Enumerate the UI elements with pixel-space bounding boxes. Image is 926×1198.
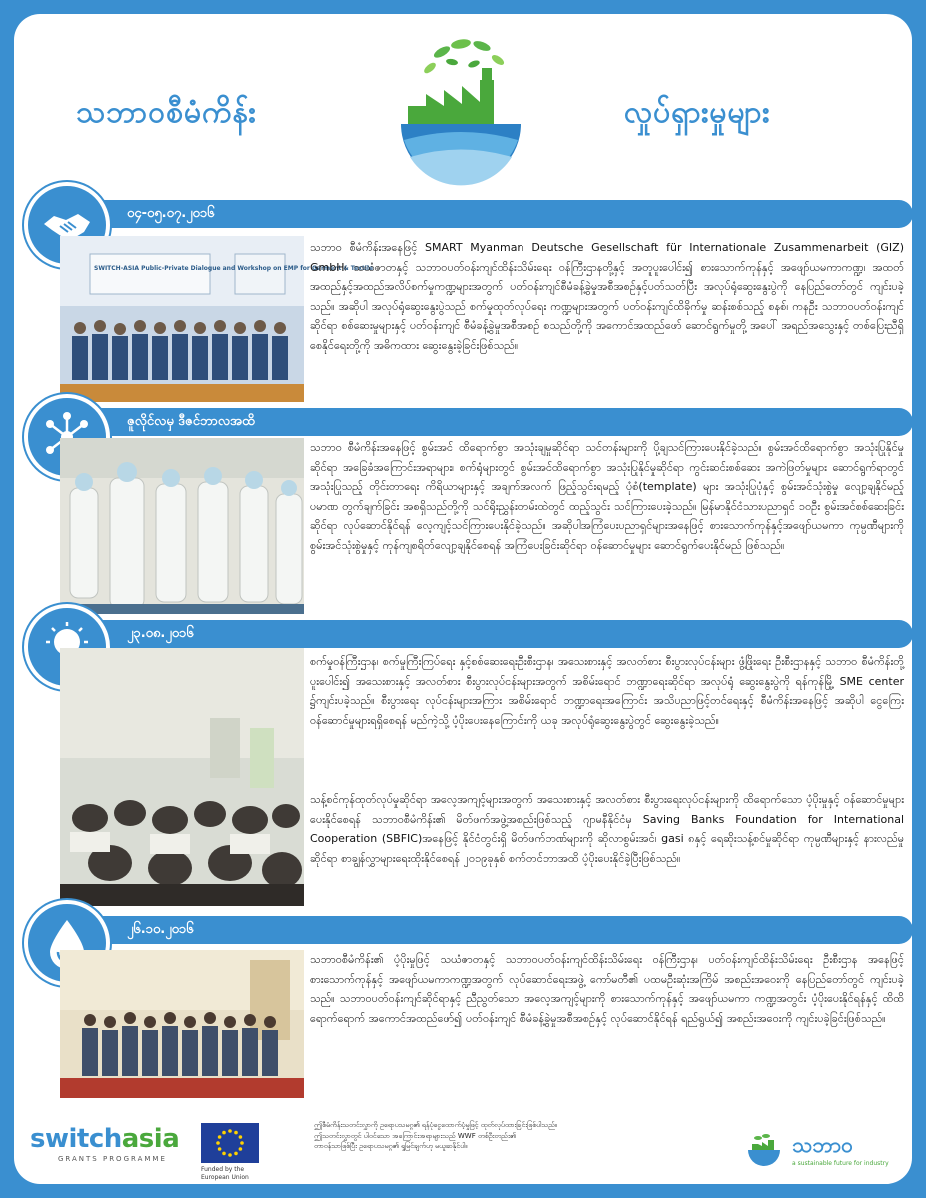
section-date: ၂၆.၁၀.၂၀၁၆ (127, 922, 194, 937)
section-text-2: သန့်စင်ကုန်ထုတ်လုပ်မှုဆိုင်ရာ အလေ့အကျင့်များအတွက် အသေးစားနှင့် အလတ်စား စီးပွားရေးလုပ်ငန်းများကို ထိရောက်သော ပံ့ပိုးမှုနှင့် ဝန်ဆောင်မှုများပေးနိုင်စေရန် သဘာဝစီမံကိန်း၏ မိတ်ဖက်အဖွဲ့အစည်းဖြစ်သည့် ဂျာမနီနိုင်ငံမှ Saving Banks Foundation for International Cooperation (SBFIC)အနေဖြင့် နိုင်ငံတွင်းရှိ မိတ်ဖက်ဘဏ်များကို ဆိုလာစွမ်းအင်၊ gasi ၈နှင့် ရေဆိုးသန့်စင်မှုဆိုင်ရာ ကုမ္ပဏီများနှင့် နားလည်မှုဆိုင်ရာ စာချွန်လွှာများရေးထိုးနိုင်စေရန် ၂၀၁၉ခုနှစ် စက်တင်ဘာအထိ ပံ့ပိုးပေးနိုင်ခဲ့ပြီးဖြစ်သည်။ (310, 793, 904, 865)
event-photo-training (60, 438, 304, 614)
footer (14, 1102, 912, 1184)
header-title-right: လှုပ်ရှားမှုများ (624, 95, 771, 130)
event-photo-seminar (60, 648, 304, 906)
eu-caption: Funded by the European Union (201, 1166, 249, 1181)
section-date-bar (49, 408, 913, 436)
event-photo-committee (60, 950, 304, 1098)
switchasia-subtitle: GRANTS PROGRAMME (58, 1155, 167, 1163)
newsletter-page (14, 14, 912, 1184)
section-date: ဇူလိုင်လမှ ဒီဇင်ဘာလအထိ (127, 414, 255, 429)
disclaimer: ဤစီမံကိန်းသတင်းလွှာကို ဥရောပသမဂ္ဂ၏ ရန်ပုံငွေထောက်ပံ့မှုဖြင့် ထုတ်လုပ်ထားခြင်းဖြစ်ပါသည်။ ဤသတင်းလွှာတွင် ပါဝင်သော အကြောင်းအရာများသည် WWF တစ်ဦးတည်း၏ တာဝန်သာဖြစ်ပြီး ဥရောပသမဂ္ဂ၏ ရှုမြင်ချက်ဟု မယူဆနိုင်ပါ။ (314, 1121, 558, 1150)
section-date: ၀၄-၀၅.၀၇.၂၀၁၆ (127, 206, 215, 221)
smart-name: သဘာဝ (792, 1133, 853, 1157)
section-date-bar (49, 916, 913, 944)
section-text: သဘာဝ စီမံကိန်းအနေဖြင့် SMART Myanmar၊ Deutsche Gesellschaft für Internationale Zusammenarbeit (GIZ) GmbH၊ သယံဇာတနှင့် သဘာဝပတ်ဝန်းကျင်ထိန်းသိမ်းရေး ဝန်ကြီးဌာနတို့နှင့် အတူပူးပေါင်း၍ စားသောက်ကုန်နှင့် အဖျော်ယမကာကဏ္ဍ၊ အထတ်အထည်နှင့်အထည်အလိပ်စက်မှုကဏ္ဍများအတွက် ပတ်ဝန်းကျင်စီမံခန့်ခွဲမှုအစီအစဉ်နှင့်ပတ်သတ်ပြီး အလုပ်ရုံဆွေးနွေးပွဲကို နေပြည်တော်တွင် ကျင်းပခဲ့သည်။ အဆိုပါ အလုပ်ရုံဆွေးနွေးပွဲသည် စက်မှုထုတ်လုပ်ရေး ကဏ္ဍများအတွက် ပတ်ဝန်းကျင်ထိခိုက်မှု ဆန်းစစ်သည့် စနစ်၊ ကနဦး သဘာဝပတ်ဝန်းကျင်ဆိုင်ရာ စစ်ဆေးမှုများနှင့် ပတ်ဝန်းကျင် စီမံခန့်ခွဲမှုအစီအစဉ် စသည်တို့ကို အကောင်အထည်ဖော် ဆောင်ရွက်မှုတို့ အပေါ် အရည်အသွေးနှင့် တစ်ပြေးညီရှိစေနိုင်ရေးတို့ကို အဓိကထား ဆွေးနွေးခဲ့ခြင်းဖြစ်သည်။ (310, 241, 904, 352)
section-text: သဘာဝစီမံကိန်း၏ ပံ့ပိုးမှုဖြင့် သယံဇာတနှင့် သဘာဝပတ်ဝန်းကျင်ထိန်းသိမ်းရေး ဝန်ကြီးဌာန၊ ပတ်ဝန်းကျင်ထိန်းသိမ်းရေး ဦးစီးဌာန အနေဖြင့် စားသောက်ကုန်နှင့် အဖျော်ယမကာကဏ္ဍအတွက် လုပ်ဆောင်ရေးအဖွဲ့ ကော်မတီ၏ ပထမဦးဆုံးအကြိမ် အစည်းအဝေးကို နေပြည်တော်တွင် ကျင်းပခဲ့သည်။ သဘာဝပတ်ဝန်းကျင်ဆိုင်ရာနှင့် ညီညွတ်သော အလေ့အကျင့်များကို စားသောက်ကုန်နှင့် အဖျော်ယမကာ ကဏ္ဍအတွင်း ပံ့ပိုးပေးနိုင်ရန်နှင့် ထိထိရောက်ရောက် အကောင်အထည်ဖော်၍ ပတ်ဝန်းကျင် စီမံခန့်ခွဲမှုအစီအစဉ်နှင့် လုပ်ဆောင်နိုင်ရန် ရည်ရွယ်၍ အစည်းအဝေးကို ကျင်းပခဲ့ခြင်းဖြစ်သည်။ (310, 953, 904, 1025)
section-text: သဘာဝ စီမံကိန်းအနေဖြင့် စွမ်းအင် ထိရောက်စွာ အသုံးချမှုဆိုင်ရာ သင်တန်းများကို ပို့ချသင်ကြားပေးနိုင်ခဲ့သည်။ စွမ်းအင်ထိရောက်စွာ အသုံးပြုနိုင်မှုဆိုင်ရာ အခြေခံအကြောင်းအရာများ၊ စက်ရုံများတွင် စွမ်းအင်ထိရောက်စွာ အသုံးပြုနိုင်မှုဆိုင်ရာ ကွင်းဆင်းစစ်ဆေး အကဲဖြတ်မှုများ ဆောင်ရွက်ရာတွင် အသုံးပြုသည့် တိုင်းတာရေး ကိရိယာများနှင့် အချက်အလက် ဖြည့်သွင်းရမည့် ပုံစံ(template) များ အသုံးပြုပုံနှင့် စွမ်းအင်သုံးစွဲမှု လျော့ချနိုင်မည့်ပမာဏ တွက်ချက်ခြင်း အစရှိသည်တို့ကို သင်ရိုးညွှန်းတမ်းထဲတွင် ထည့်သွင်း သင်ကြားပေးခဲ့သည်။ မြန်မာနိုင်ငံသားပညာရှင် ၁၀ဦး စွမ်းအင်စစ်ဆေးခြင်းဆိုင်ရာ လုပ်ဆောင်နိုင်ရန် လေ့ကျင့်သင်ကြားပေးနိုင်ခဲ့သည်။ အဆိုပါအကြံပေးပညာရှင်များအနေဖြင့် စားသောက်ကုန်နှင့်အဖျော်ယမကာ ကုမ္ပဏီများကို စွမ်းအင်သုံးစွဲမှုနှင့် ကုန်ကျစရိတ်လျော့ချနိုင်စေရန် အကြံပေးခြင်းဆိုင်ရာ ဝန်ဆောင်မှုများ ဆောင်ရွက်ပေးနိုင်မည် ဖြစ်သည်။ (310, 441, 904, 552)
event-photo-workshop (60, 236, 374, 402)
eu-flag-icon (201, 1123, 259, 1163)
header-title-left: သဘာဝစီမံကိန်း (76, 95, 257, 130)
photo-banner-text: SWITCH-ASIA Public-Private Dialogue and Workshop on EMP for Garment & Textile (94, 265, 374, 272)
factory-leaves-logo (386, 32, 536, 192)
smart-logo-icon (744, 1132, 784, 1168)
section-date: ၂၃.၀၈.၂၀၁၆ (127, 626, 194, 641)
section-text: စက်မှုဝန်ကြီးဌာန၊ စက်မှုကြီးကြပ်ရေး နှင့်စစ်ဆေးရေးဦးစီးဌာန၊ အသေးစားနှင့် အလတ်စား စီးပွားလုပ်ငန်းများ ဖွံ့ဖြိုးရေး ဦးစီးဌာနနှင့် သဘာဝ စီမံကိန်းတို့ ပူးပေါင်း၍ အသေးစားနှင့် အလတ်စား စီးပွားလုပ်ငန်းများအတွက် အစိမ်းရောင် ဘဏ္ဍာရေးဆိုင်ရာ အလုပ်ရုံ ဆွေးနွေးပွဲကို ရန်ကုန်မြို့ SME center ၌ကျင်းပခဲ့သည်။ စီးပွားရေး လုပ်ငန်းများအကြား အစိမ်းရောင် ဘဏ္ဍာရေးအကြောင်း အသိပညာဖြင့်တင်ရေးနှင့် စီမံကိန်းအနေဖြင့် အဆိုပါ ငွေကြေးဝန်ဆောင်မှုများရရှိစေရန် မည်ကဲ့သို့ ပံ့ပိုးပေးနေကြောင်းကို ယခု အလုပ်ရုံဆွေးနွေးပွဲတွင် ဆွေးနွေးခဲ့သည်။ (310, 655, 904, 727)
section-date-bar (49, 620, 913, 648)
section-date-bar (49, 200, 913, 228)
smart-tagline: a sustainable future for industry (792, 1160, 889, 1167)
switchasia-logo: switchasia (30, 1124, 180, 1154)
